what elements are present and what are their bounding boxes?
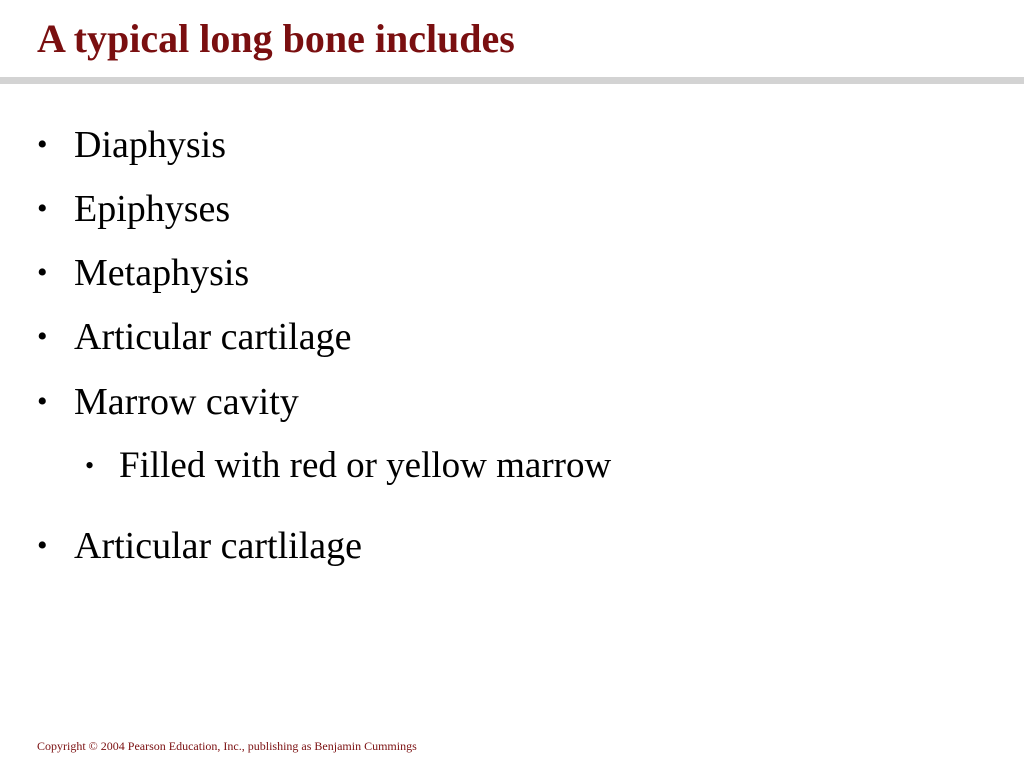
title-divider: [0, 77, 1024, 84]
bullet-marker: •: [37, 192, 48, 225]
bullet-text: Metaphysis: [74, 252, 250, 294]
bullet-text: Articular cartlilage: [74, 525, 363, 567]
bullet-text: Diaphysis: [74, 124, 226, 166]
bullet-marker: •: [37, 128, 48, 161]
bullet-marker: •: [37, 385, 48, 418]
bullet-marker: •: [85, 451, 95, 480]
bullet-text: Articular cartilage: [74, 316, 352, 358]
slide-title: A typical long bone includes: [37, 16, 515, 61]
bullet-marker: •: [37, 320, 48, 353]
copyright-footer: Copyright © 2004 Pearson Education, Inc., publishing as Benjamin Cummings: [37, 739, 417, 753]
bullet-text: Filled with red or yellow marrow: [119, 445, 612, 486]
bullet-marker: •: [37, 256, 48, 289]
bullet-text: Epiphyses: [74, 188, 231, 230]
bullet-text: Marrow cavity: [74, 381, 299, 423]
bullet-marker: •: [37, 529, 48, 562]
